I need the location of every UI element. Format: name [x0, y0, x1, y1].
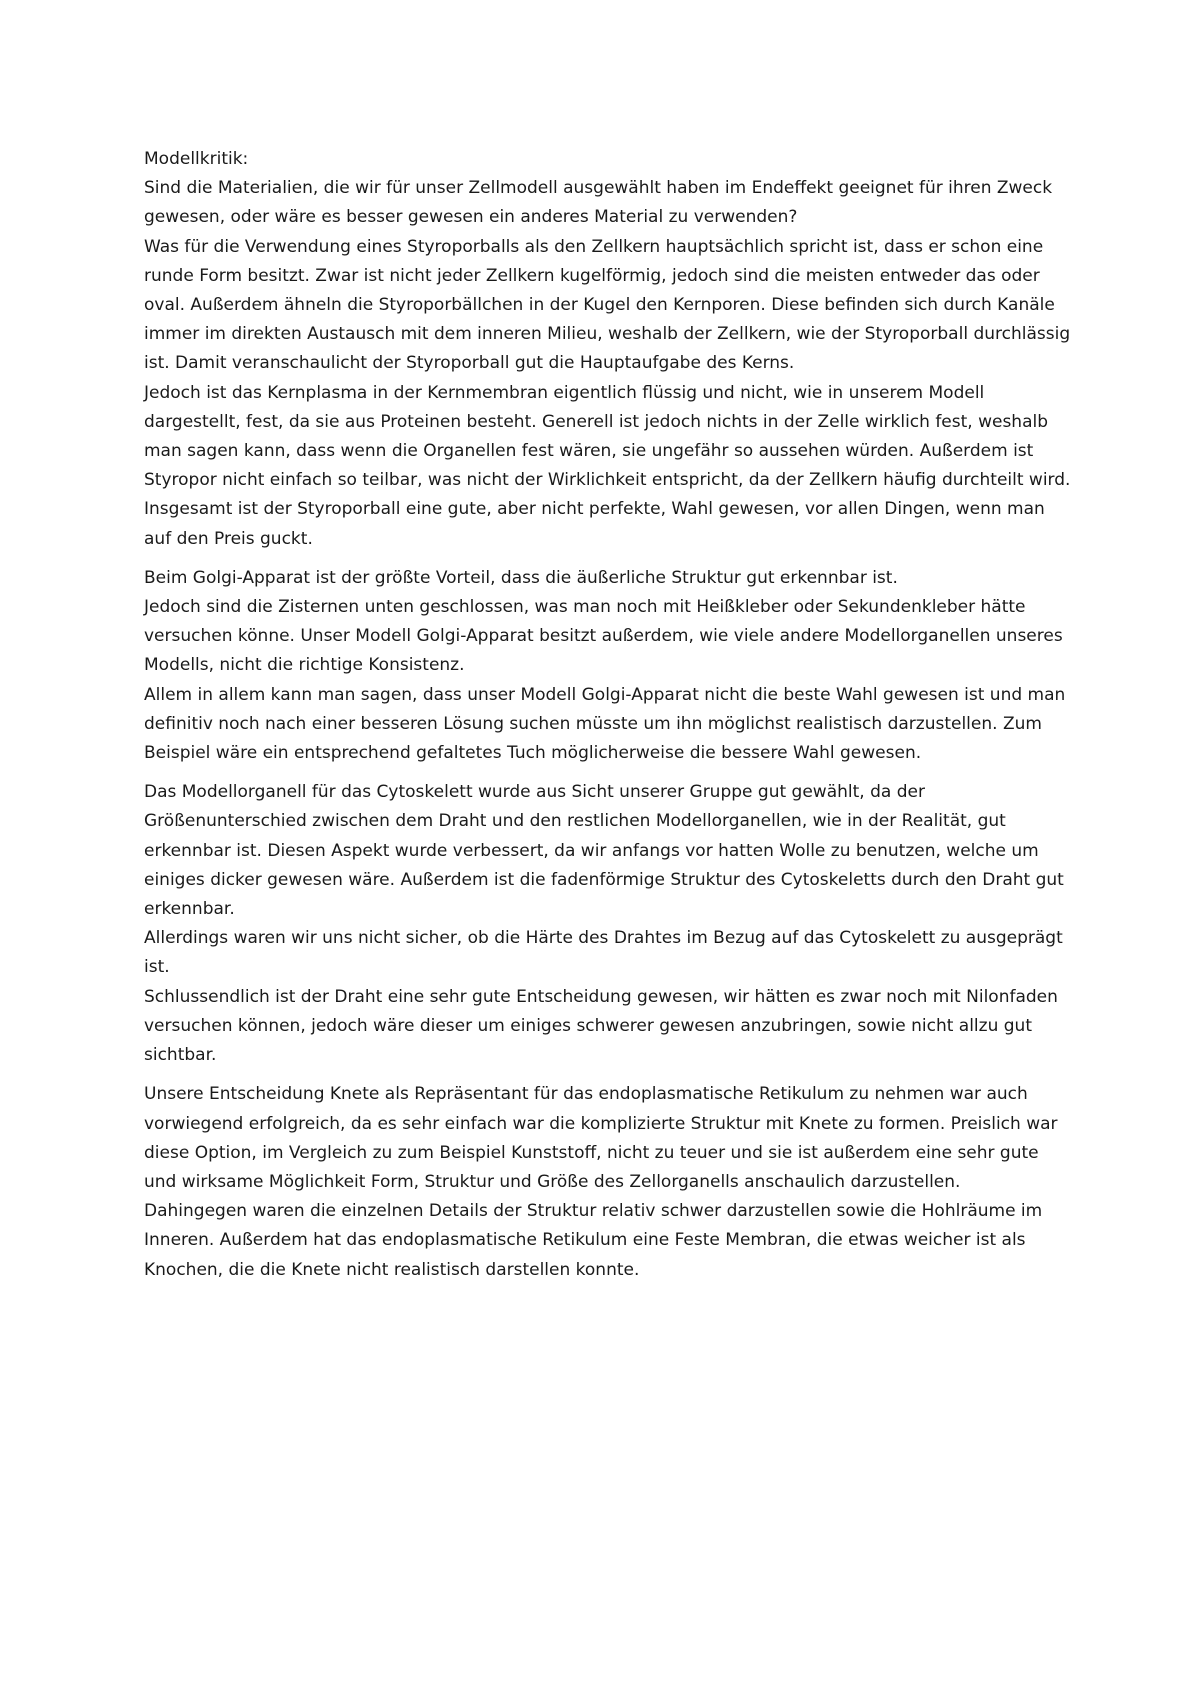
paragraph: Beim Golgi-Apparat ist der größte Vorteil, dass die äußerliche Struktur gut erkennbar ist. — [144, 567, 898, 588]
paragraph: Allerdings waren wir uns nicht sicher, ob die Härte des Drahtes im Bezug auf das Cytoskelett zu ausgeprägt ist. — [144, 928, 1069, 978]
section-golgi-apparat — [144, 564, 1074, 768]
paragraph: Allem in allem kann man sagen, dass unser Modell Golgi-Apparat nicht die beste Wahl gewesen ist und man definitiv noch nach einer besseren Lösung suchen müsste um ihn möglichst realistisch darzustellen. Zum Beispiel wäre ein entsprechend gefaltetes Tuch möglicherweise die bessere Wahl gewesen. — [144, 684, 1071, 764]
document-body — [144, 145, 1074, 1285]
guiding-question: Sind die Materialien, die wir für unser Zellmodell ausgewählt haben im Endeffekt geeignet für ihren Zweck gewesen, oder wäre es besser gewesen ein anderes Material zu verwenden? — [144, 178, 1058, 228]
paragraph: Jedoch ist das Kernplasma in der Kernmembran eigentlich flüssig und nicht, wie in unserem Modell dargestellt, fest, da sie aus Proteinen besteht. Generell ist jedoch nichts in der Zelle wirklich fest, weshalb man sagen kann, dass wenn die Organellen fest wären, sie ungefähr so aussehen würden. Außerdem ist Styropor nicht einfach so teilbar, was nicht der Wirklichkeit entspricht, da der Zellkern häufig durchteilt wird. — [144, 382, 1071, 491]
paragraph: Schlussendlich ist der Draht eine sehr gute Entscheidung gewesen, wir hätten es zwar noch mit Nilonfaden versuchen können, jedoch wäre dieser um einiges schwerer gewesen anzubringen, sowie nicht allzu gut sichtbar. — [144, 986, 1064, 1066]
paragraph: Was für die Verwendung eines Styroporballs als den Zellkern hauptsächlich spricht ist, dass er schon eine runde Form besitzt. Zwar ist nicht jeder Zellkern kugelförmig, jedoch sind die meisten entweder das oder oval. Außerdem ähneln die Styroporbällchen in der Kugel den Kernporen. Diese befinden sich durch Kanäle immer im direkten Austausch mit dem inneren Milieu, weshalb der Zellkern, wie der Styroporball durchlässig ist. Damit veranschaulicht der Styroporball gut die Hauptaufgabe des Kerns. — [144, 236, 1076, 374]
document-title: Modellkritik: — [144, 149, 249, 169]
paragraph: Dahingegen waren die einzelnen Details der Struktur relativ schwer darzustellen sowie die Hohlräume im Inneren. Außerdem hat das endoplasmatische Retikulum eine Feste Membran, die etwas weicher ist als Knochen, die die Knete nicht realistisch darstellen konnte. — [144, 1201, 1048, 1280]
paragraph: Jedoch sind die Zisternen unten geschlossen, was man noch mit Heißkleber oder Sekundenkleber hätte versuchen könne. Unser Modell Golgi-Apparat besitzt außerdem, wie viele andere Modellorganellen unseres Modells, nicht die richtige Konsistenz. — [144, 597, 1069, 676]
paragraph: Unsere Entscheidung Knete als Repräsentant für das endoplasmatische Retikulum zu nehmen war auch vorwiegend erfolgreich, da es sehr einfach war die komplizierte Struktur mit Knete zu formen. Preislich war diese Option, im Vergleich zu zum Beispiel Kunststoff, nicht zu teuer und sie ist außerdem eine sehr gute und wirksame Möglichkeit Form, Struktur und Größe des Zellorganells anschaulich darzustellen. — [144, 1084, 1063, 1192]
section-endoplasmatisches-retikulum — [144, 1080, 1074, 1284]
paragraph: Das Modellorganell für das Cytoskelett wurde aus Sicht unserer Gruppe gut gewählt, da der Größenunterschied zwischen dem Draht und den restlichen Modellorganellen, wie in der Realität, gut erkennbar ist. Diesen Aspekt wurde verbessert, da wir anfangs vor hatten Wolle zu benutzen, welche um einiges dicker gewesen wäre. Außerdem ist die fadenförmige Struktur des Cytoskeletts durch den Draht gut erkennbar. — [144, 782, 1070, 920]
section-gap — [144, 1070, 1074, 1080]
section-gap — [144, 554, 1074, 564]
section-cytoskelett — [144, 778, 1074, 1070]
section-gap — [144, 768, 1074, 778]
section-zellkern — [144, 233, 1074, 554]
paragraph: Insgesamt ist der Styroporball eine gute, aber nicht perfekte, Wahl gewesen, vor allen Dingen, wenn man auf den Preis guckt. — [144, 499, 1051, 549]
